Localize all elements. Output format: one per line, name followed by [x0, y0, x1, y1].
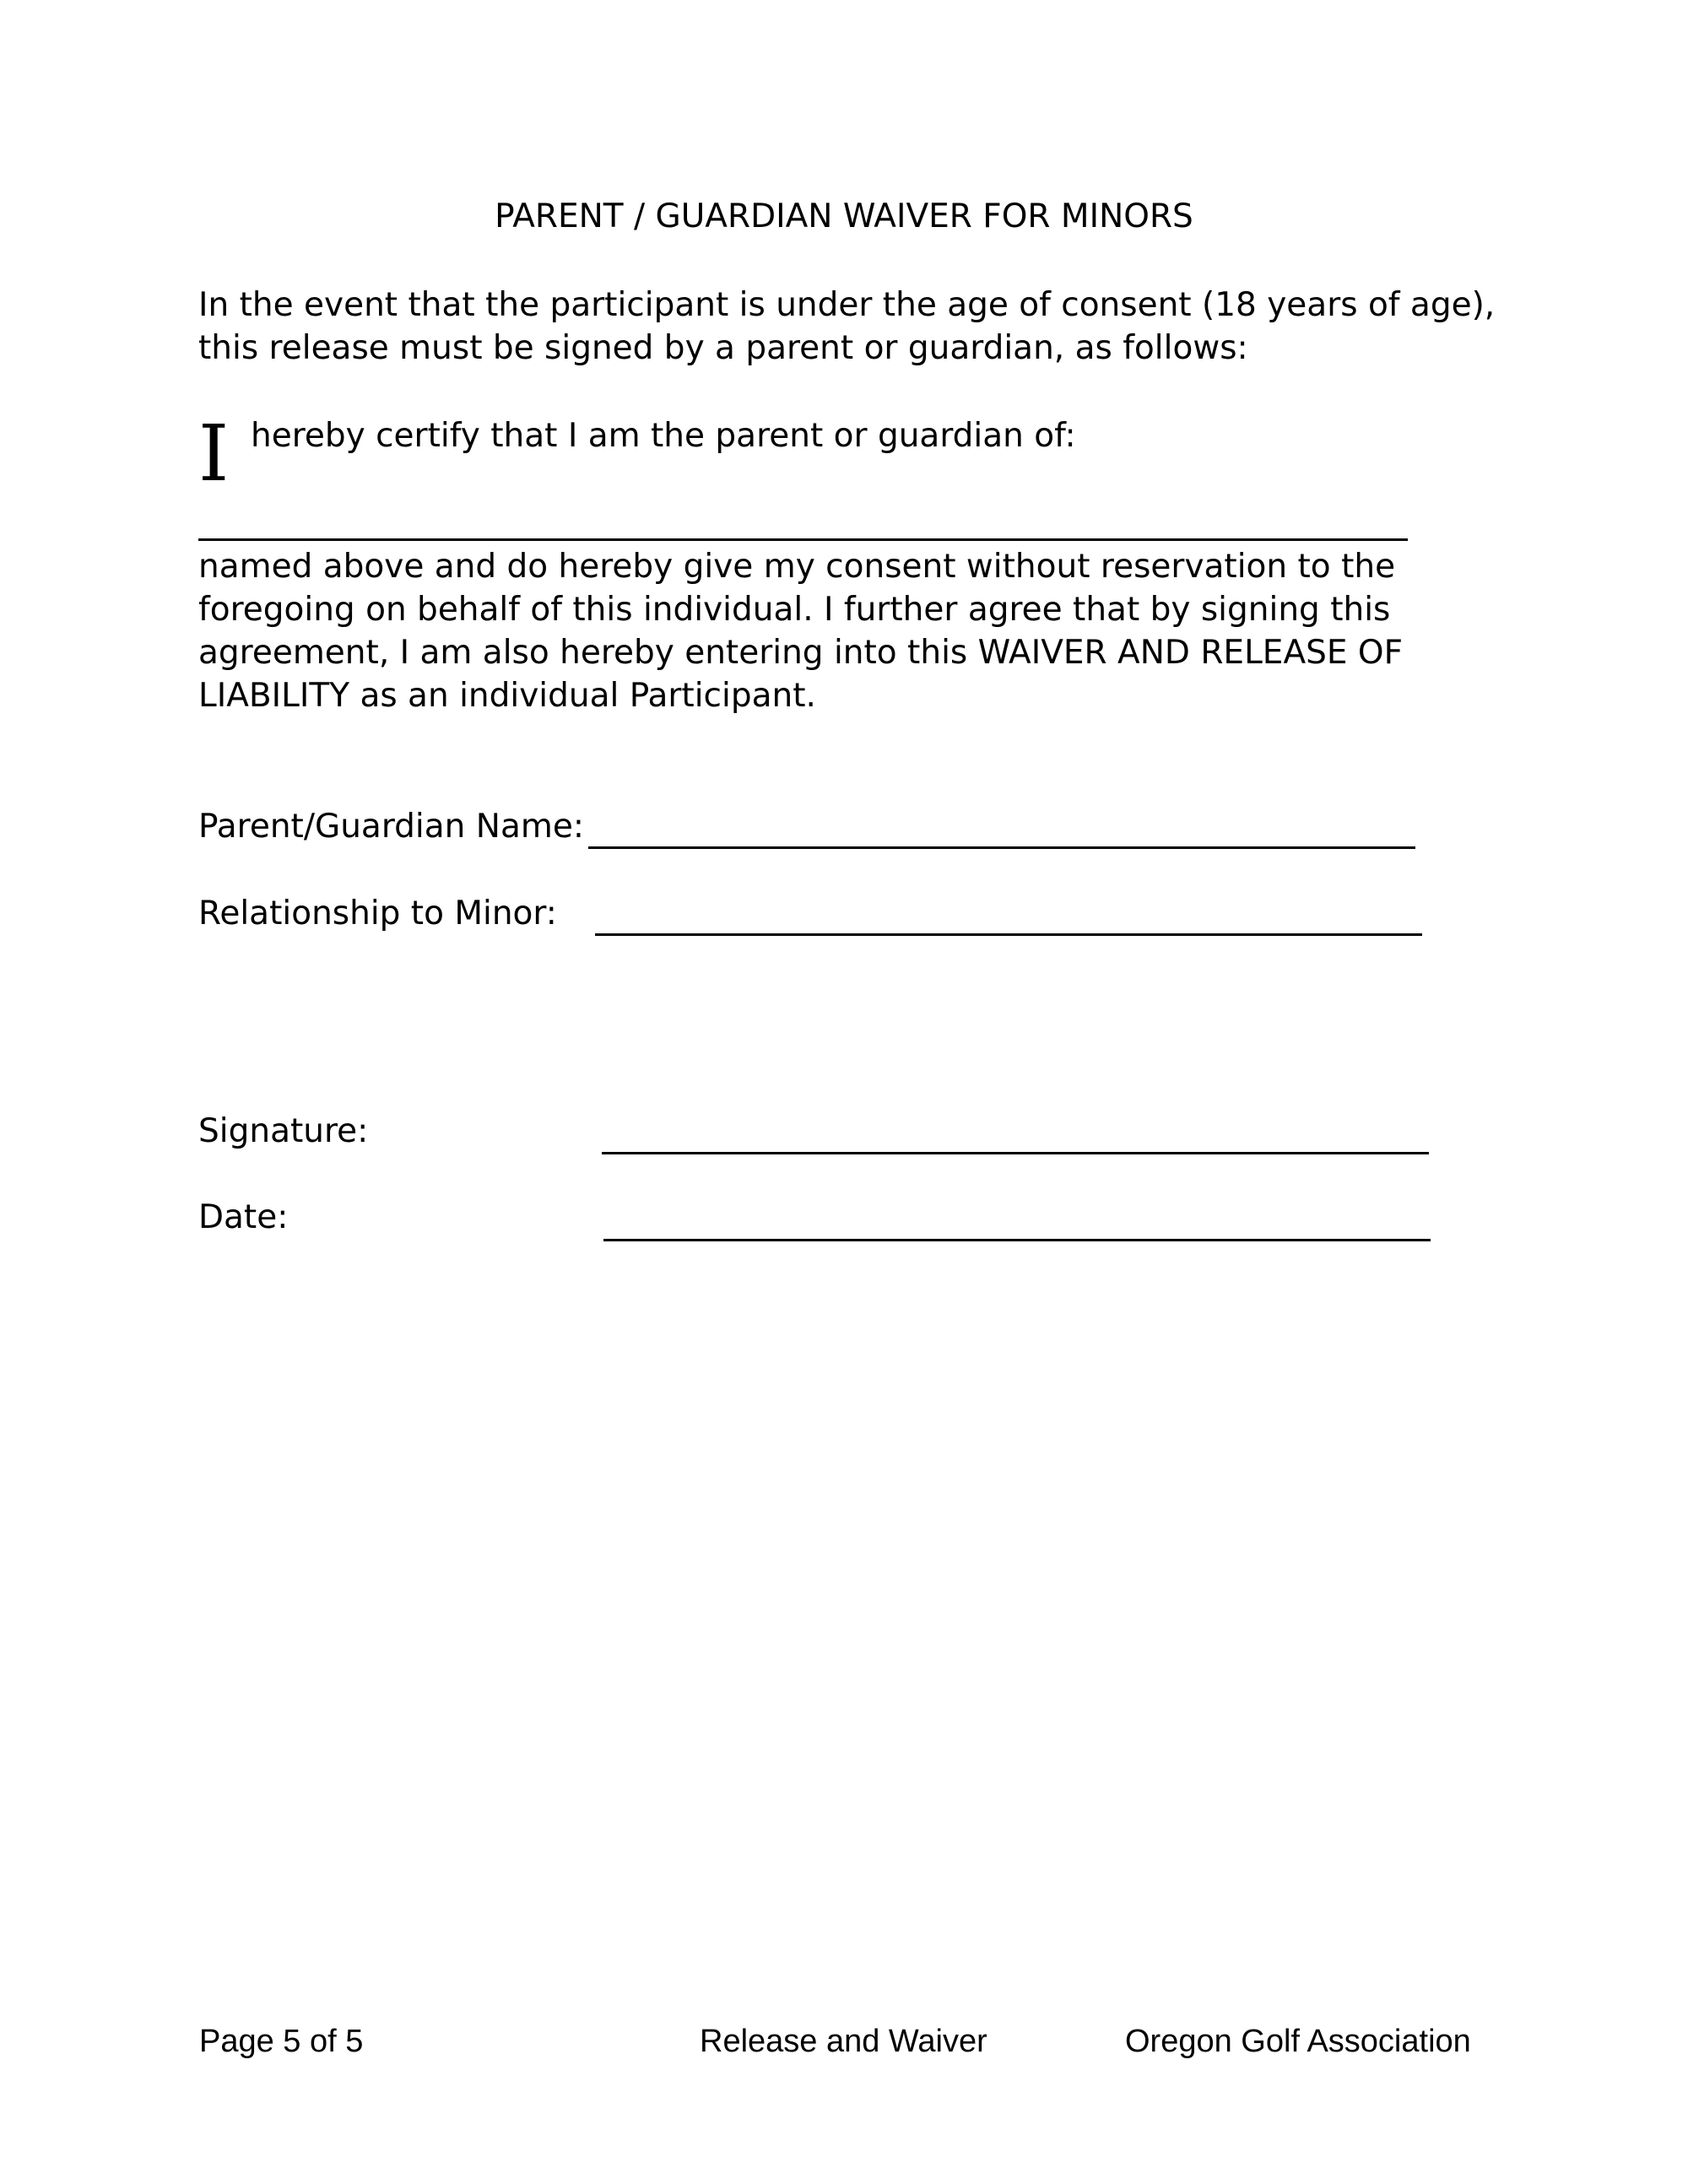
minor-name-line[interactable] — [198, 538, 1408, 541]
consent-line-1: named above and do hereby give my consent without reservation to the — [198, 548, 1396, 586]
certify-statement — [198, 408, 1464, 505]
footer-organization: Oregon Golf Association — [1125, 2024, 1471, 2059]
footer-document-name: Release and Waiver — [700, 2024, 987, 2059]
signature-label: Signature: — [198, 1112, 369, 1150]
date-label: Date: — [198, 1198, 289, 1236]
consent-line-4: LIABILITY as an individual Participant. — [198, 677, 816, 715]
parent-name-line[interactable] — [588, 846, 1415, 849]
document-title: PARENT / GUARDIAN WAIVER FOR MINORS — [495, 197, 1193, 235]
intro-paragraph — [198, 284, 1515, 370]
consent-paragraph — [198, 545, 1515, 717]
signature-line[interactable] — [602, 1152, 1429, 1154]
intro-line-2: this release must be signed by a parent or guardian, as follows: — [198, 329, 1248, 367]
footer-page-number: Page 5 of 5 — [199, 2024, 364, 2059]
intro-line-1: In the event that the participant is under the age of consent (18 years of age), — [198, 286, 1496, 324]
date-line[interactable] — [603, 1239, 1431, 1241]
relationship-label: Relationship to Minor: — [198, 895, 557, 933]
drop-cap-letter: I — [198, 408, 230, 499]
certify-text: hereby certify that I am the parent or guardian of: — [251, 417, 1076, 455]
parent-name-label: Parent/Guardian Name: — [198, 808, 584, 846]
consent-line-3: agreement, I am also hereby entering into this WAIVER AND RELEASE OF — [198, 634, 1404, 672]
consent-line-2: foregoing on behalf of this individual. I further agree that by signing this — [198, 591, 1391, 629]
relationship-line[interactable] — [595, 933, 1422, 936]
